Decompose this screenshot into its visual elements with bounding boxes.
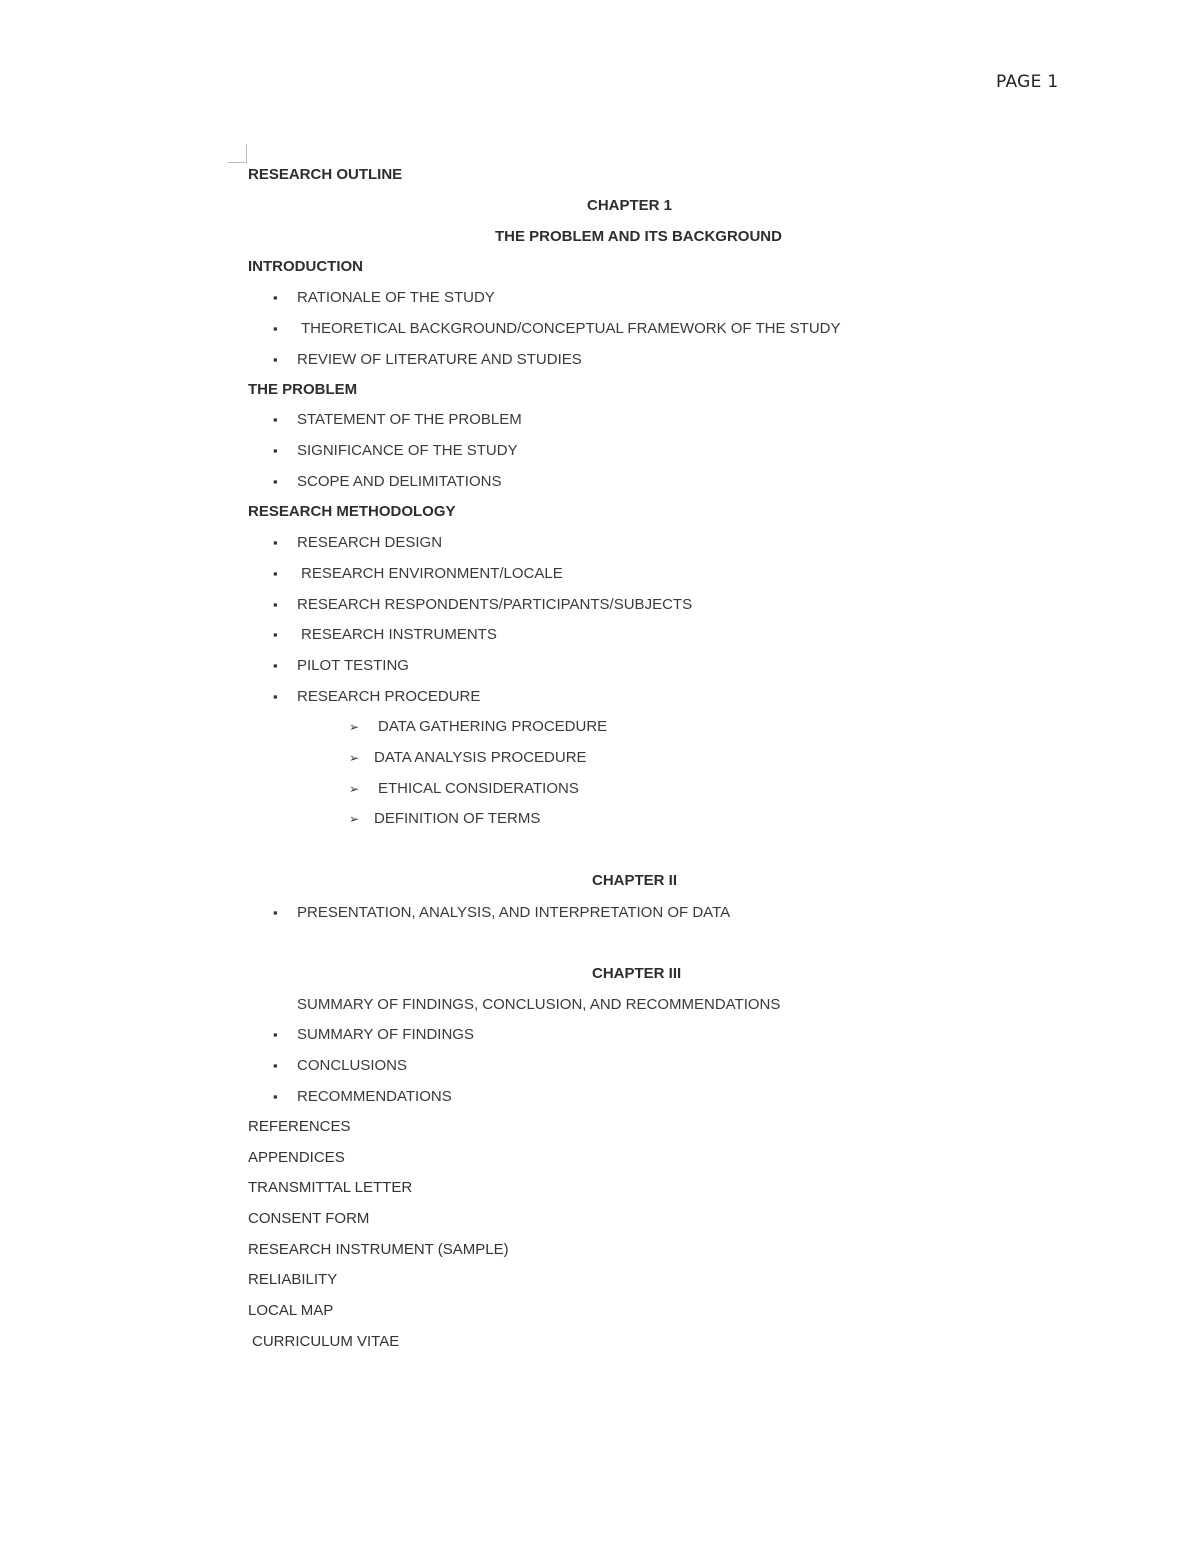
bullet-icon: ▪ [273,443,278,458]
list-item: RECOMMENDATIONS [297,1088,452,1105]
chapter-3-subtitle: SUMMARY OF FINDINGS, CONCLUSION, AND RECOMMENDATIONS [297,996,781,1013]
arrow-bullet-icon: ➢ [349,720,360,734]
bullet-icon: ▪ [273,1089,278,1104]
bullet-icon: ▪ [273,290,278,305]
list-item: PRESENTATION, ANALYSIS, AND INTERPRETATION OF DATA [297,904,731,921]
page-number: PAGE 1 [996,72,1059,92]
list-item: SCOPE AND DELIMITATIONS [297,473,502,490]
bullet-icon: ▪ [273,535,278,550]
list-item: THEORETICAL BACKGROUND/CONCEPTUAL FRAMEWORK OF THE STUDY [301,320,841,337]
paragraph-corner-mark [228,144,247,163]
chapter-1-heading: CHAPTER 1 [587,197,673,214]
chapter-3-heading: CHAPTER III [592,965,682,982]
chapter-2-heading: CHAPTER II [592,872,678,889]
list-item: RESEARCH PROCEDURE [297,688,481,705]
back-matter-item: TRANSMITTAL LETTER [248,1179,413,1196]
list-item: RESEARCH INSTRUMENTS [301,626,497,643]
list-item: REVIEW OF LITERATURE AND STUDIES [297,351,582,368]
list-item: STATEMENT OF THE PROBLEM [297,411,522,428]
list-item: RESEARCH RESPONDENTS/PARTICIPANTS/SUBJECTS [297,596,693,613]
bullet-icon: ▪ [273,321,278,336]
methodology-heading: RESEARCH METHODOLOGY [248,503,456,520]
sub-list-item: DEFINITION OF TERMS [374,810,541,827]
list-item: SUMMARY OF FINDINGS [297,1026,474,1043]
back-matter-item: LOCAL MAP [248,1302,334,1319]
list-item: PILOT TESTING [297,657,409,674]
chapter-1-subtitle: THE PROBLEM AND ITS BACKGROUND [495,228,782,245]
bullet-icon: ▪ [273,905,278,920]
back-matter-item: RESEARCH INSTRUMENT (SAMPLE) [248,1241,509,1258]
bullet-icon: ▪ [273,352,278,367]
bullet-icon: ▪ [273,658,278,673]
sub-list-item: DATA GATHERING PROCEDURE [378,718,608,735]
sub-list-item: ETHICAL CONSIDERATIONS [378,780,579,797]
problem-heading: THE PROBLEM [248,381,358,398]
list-item: RESEARCH DESIGN [297,534,443,551]
list-item: RATIONALE OF THE STUDY [297,289,495,306]
list-item: SIGNIFICANCE OF THE STUDY [297,442,518,459]
list-item: RESEARCH ENVIRONMENT/LOCALE [301,565,563,582]
bullet-icon: ▪ [273,597,278,612]
bullet-icon: ▪ [273,689,278,704]
back-matter-item: REFERENCES [248,1118,351,1135]
bullet-icon: ▪ [273,412,278,427]
bullet-icon: ▪ [273,474,278,489]
bullet-icon: ▪ [273,627,278,642]
back-matter-item: CONSENT FORM [248,1210,370,1227]
sub-list-item: DATA ANALYSIS PROCEDURE [374,749,587,766]
arrow-bullet-icon: ➢ [349,782,360,796]
back-matter-item: APPENDICES [248,1149,345,1166]
arrow-bullet-icon: ➢ [349,812,360,826]
bullet-icon: ▪ [273,1058,278,1073]
list-item: CONCLUSIONS [297,1057,408,1074]
arrow-bullet-icon: ➢ [349,751,360,765]
introduction-heading: INTRODUCTION [248,258,363,275]
back-matter-item: RELIABILITY [248,1271,338,1288]
back-matter-item: CURRICULUM VITAE [252,1333,400,1350]
bullet-icon: ▪ [273,1027,278,1042]
document-title: RESEARCH OUTLINE [248,166,403,183]
bullet-icon: ▪ [273,566,278,581]
